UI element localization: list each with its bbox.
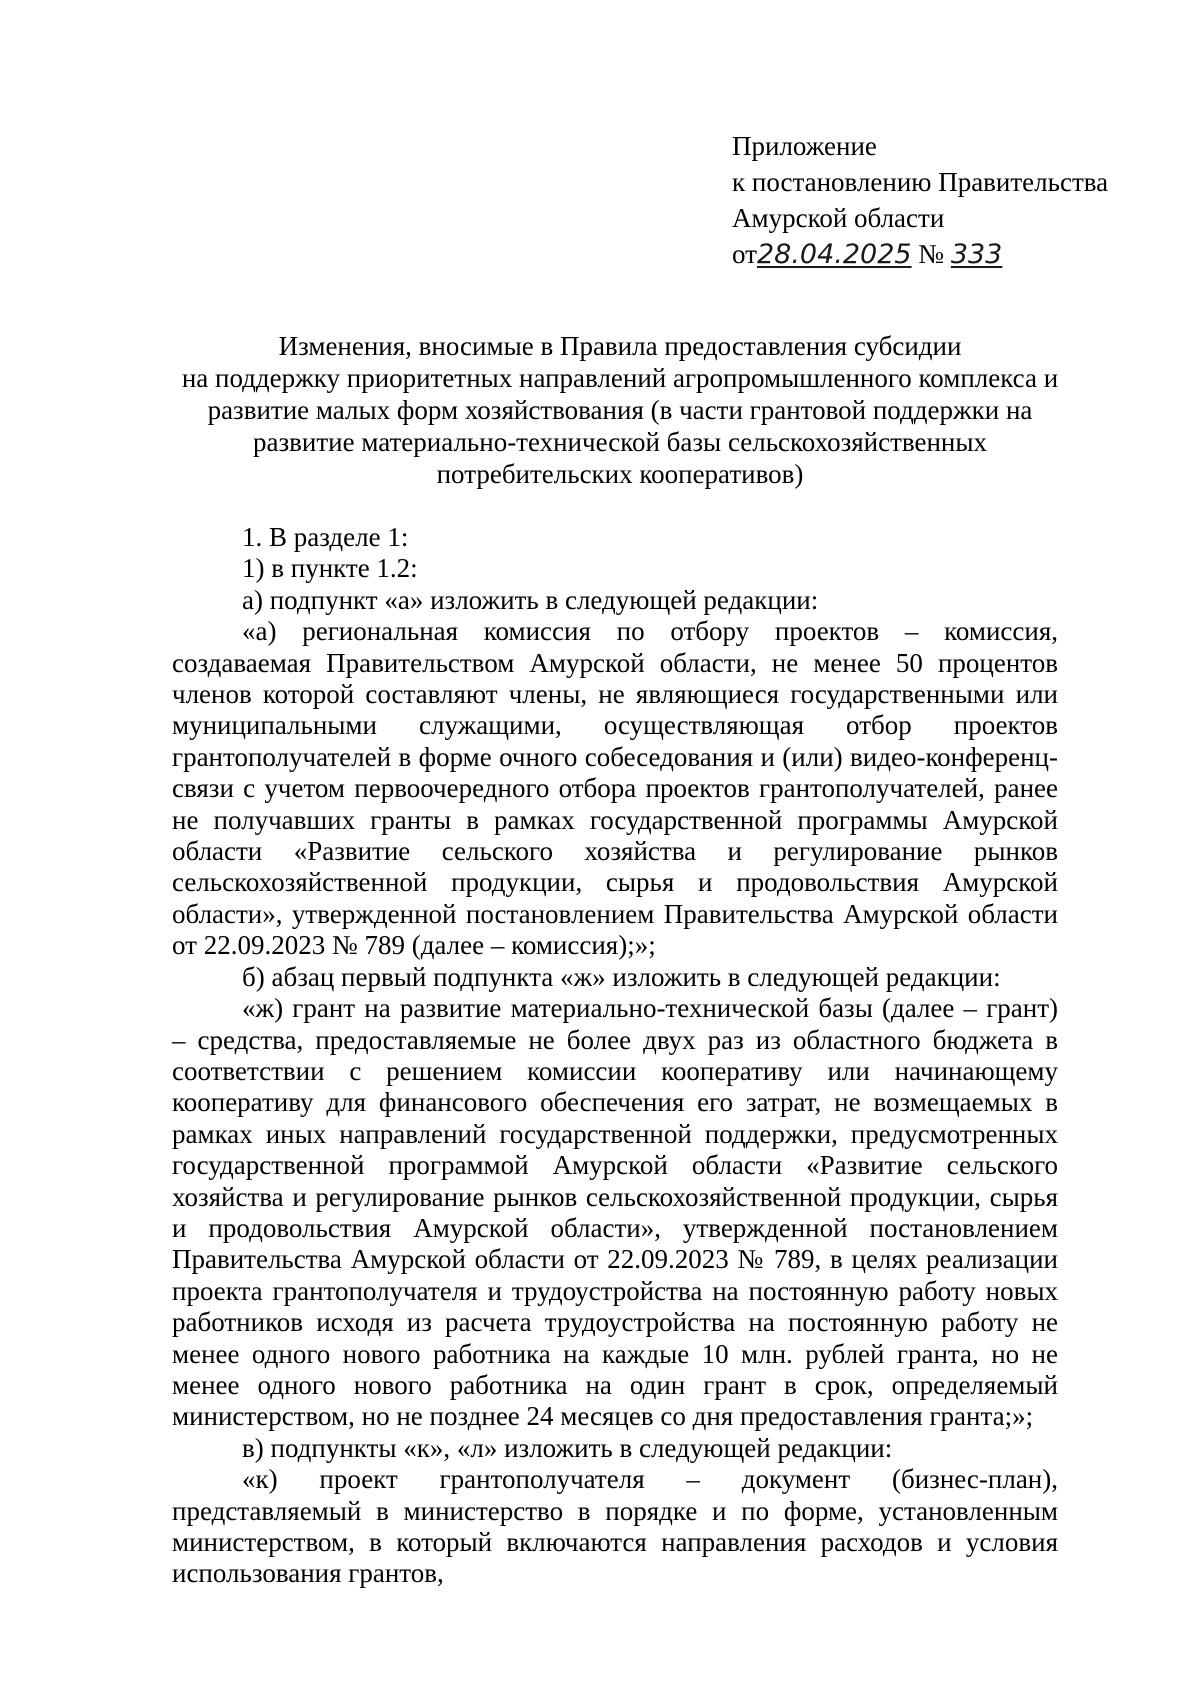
title-line: потребительских кооперативов) xyxy=(436,459,804,489)
title-line: развитие малых форм хозяйствования (в части грантовой поддержки на xyxy=(207,395,1033,425)
handwritten-date: 28.04.2025 xyxy=(756,239,912,270)
paragraph-commission-definition: «а) региональная комиссия по отбору проектов – комиссия, создаваемая Правительством Амурской области, не менее 50 процентов членов которой составляют члены, не являющиеся государственными или муниципальными служащими, осуществляющая отбор проектов грантополучателей в форме очного собеседования и (или) видео-конференц-связи с учетом первоочередного отбора проектов грантополучателей, ранее не получавших гранты в рамках государственной программы Амурской области «Развитие сельского хозяйства и регулирование рынков сельскохозяйственной продукции, сырья и продовольствия Амурской области», утвержденной постановлением Правительства Амурской области от 22.09.2023 № 789 (далее – комиссия);»; xyxy=(172,616,1058,961)
title-line: Изменения, вносимые в Правила предоставления субсидии xyxy=(278,331,962,361)
appendix-label: Приложение xyxy=(732,131,877,161)
paragraph-project-definition: «к) проект грантополучателя – документ (бизнес-план), представляемый в министерство в порядке и по форме, установленным министерством, в который включаются направления расходов и условия использования грантов, xyxy=(172,1464,1058,1589)
appendix-region: Амурской области xyxy=(732,203,945,233)
title-line: развитие материально-технической базы сельскохозяйственных xyxy=(252,427,987,457)
title-line: на поддержку приоритетных направлений агропромышленного комплекса и xyxy=(181,363,1059,393)
paragraph-grant-definition: «ж) грант на развитие материально-технической базы (далее – грант) – средства, предоставляемые не более двух раз из областного бюджета в соответствии с решением комиссии кооперативу или начинающему кооперативу для финансового обеспечения его затрат, не возмещаемых в рамках иных направлений государственной поддержки, предусмотренных государственной программой Амурской области «Развитие сельского хозяйства и регулирование рынков сельскохозяйственной продукции, сырья и продовольствия Амурской области», утвержденной постановлением Правительства Амурской области от 22.09.2023 № 789, в целях реализации проекта грантополучателя и трудоустройства на постоянную работу новых работников исходя из расчета трудоустройства на постоянную работу не менее одного нового работника на каждые 10 млн. рублей гранта, но не менее одного нового работника на один грант в срок, определяемый министерством, но не позднее 24 месяцев со дня предоставления гранта;»; xyxy=(172,993,1058,1432)
appendix-date-number xyxy=(732,236,1172,273)
paragraph-subitem-a: а) подпункт «а» изложить в следующей редакции: xyxy=(242,584,819,615)
document-title xyxy=(160,330,1080,490)
appendix-decree-ref: к постановлению Правительства xyxy=(732,167,1109,197)
paragraph-item-1-2: 1) в пункте 1.2: xyxy=(242,553,418,584)
handwritten-number: 333 xyxy=(950,239,1003,270)
paragraph-section-1: 1. В разделе 1: xyxy=(242,522,409,552)
date-prefix: от xyxy=(732,239,757,269)
appendix-header xyxy=(732,128,1172,273)
paragraph-subitem-v: в) подпункты «к», «л» изложить в следующей редакции: xyxy=(242,1432,893,1463)
number-prefix: № xyxy=(918,239,945,269)
document-body xyxy=(172,522,1058,1590)
paragraph-subitem-b: б) абзац первый подпункта «ж» изложить в следующей редакции: xyxy=(242,961,1001,992)
